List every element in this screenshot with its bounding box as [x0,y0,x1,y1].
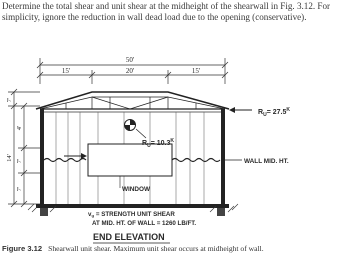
dim-left-mid-label: 4' [16,125,23,131]
window-opening [88,144,172,176]
figure-number: Figure 3.12 [2,244,43,253]
dim-right-label: 15' [191,67,201,75]
unit-shear-note-line1: $v_u$ = STRENGTH UNIT SHEAR [88,211,175,219]
left-dimension-lines [8,89,40,207]
dim-left-total-label: 14' [6,154,13,162]
dim-left-top-label: 7' [6,97,13,103]
end-elevation-drawing [0,48,350,244]
dim-left-low-label: 7' [16,158,23,164]
dim-middle-label: 20' [125,67,135,75]
roof-truss [36,92,229,109]
wall-mid-height-label: WALL MID. HT. [244,158,289,165]
end-elevation-title: END ELEVATION [93,232,165,242]
dim-left-bottom-label: 7' [16,186,23,192]
mid-force-label: $R_U= 10.3^K$ [142,138,174,149]
dim-overall-label: 50' [125,56,135,64]
unit-shear-note-line2: AT MID. HT. OF WALL = 1260 LB/FT. [92,220,197,227]
centroid-target [125,120,136,131]
caption-text: Shearwall unit shear. Maximum unit shear occurs at midheight of wall. [48,244,264,253]
figure-caption [2,244,348,253]
leader-line-mid-force [136,129,146,138]
window-label: WINDOW [122,186,151,193]
figure-3-12 [0,48,350,244]
problem-statement: Determine the total shear and unit shear at the midheight of the shearwall in Fig. 3.12. For simplicity, ignore the reduction in wall dead load due to the opening (conservative). [2,1,331,23]
dim-left-label: 15' [61,67,71,75]
roof-force-label: $R_U= 27.5^K$ [258,107,290,118]
